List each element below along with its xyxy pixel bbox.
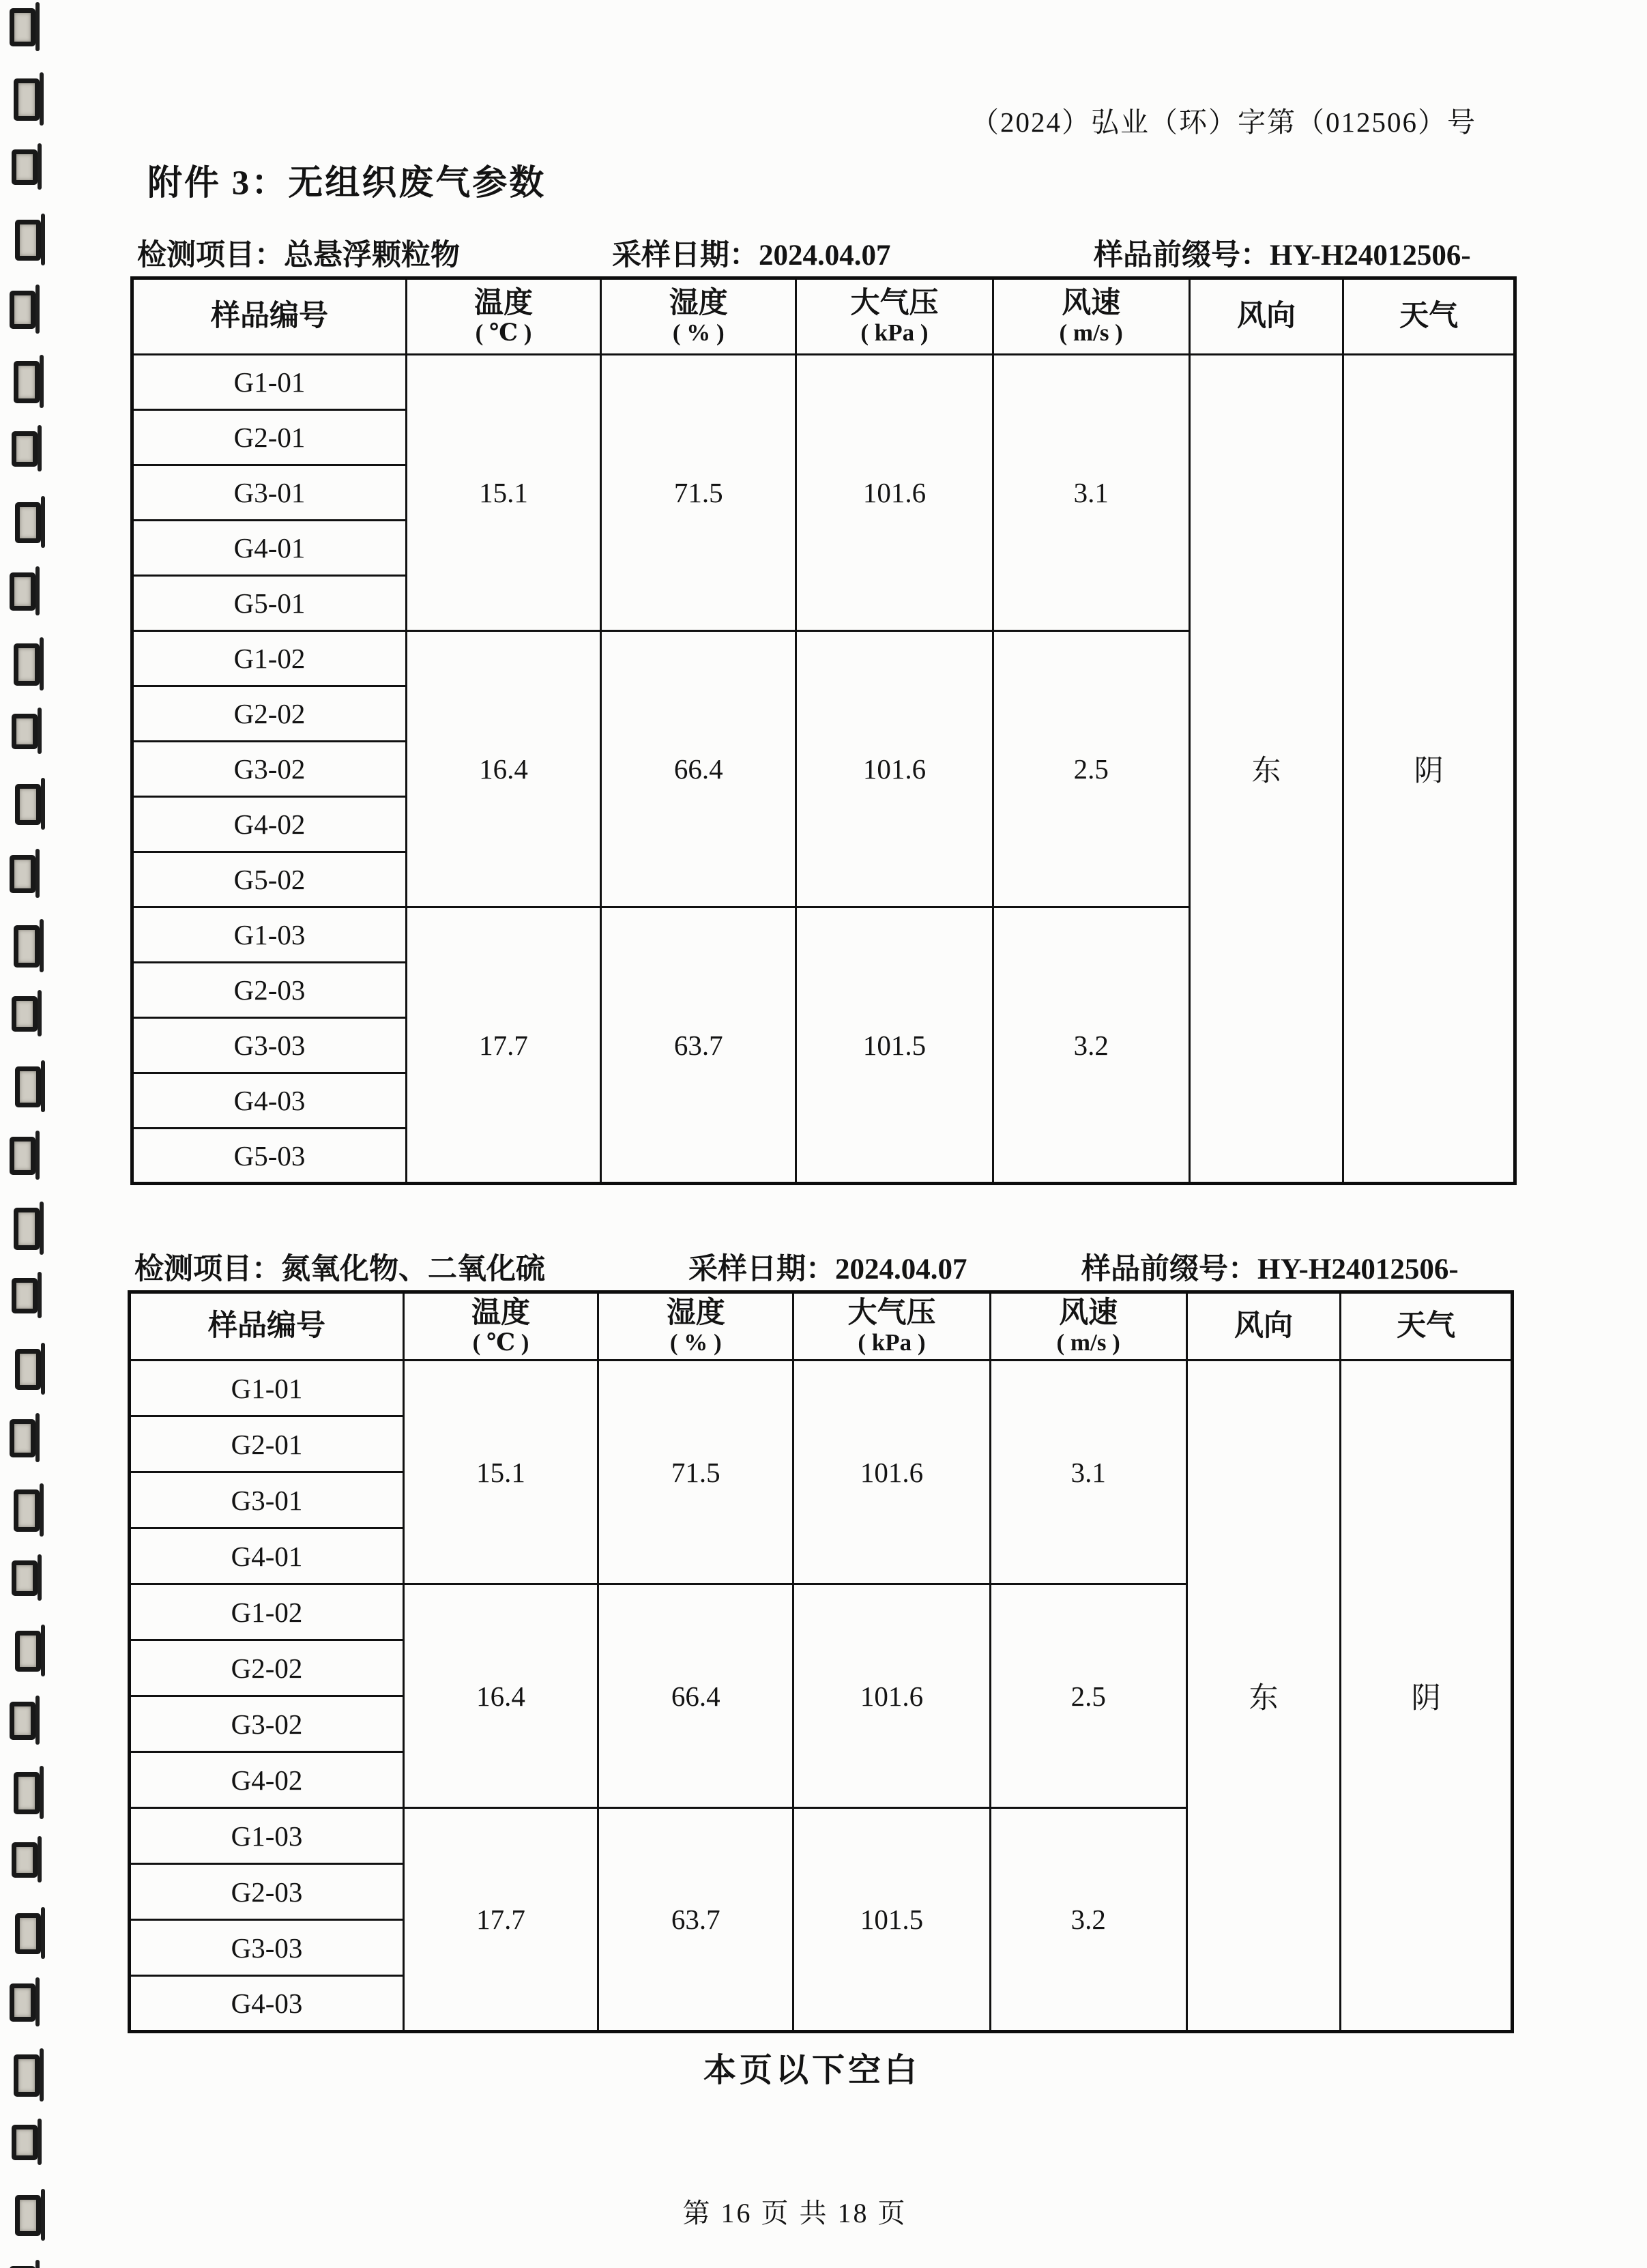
- binding-wire: [41, 214, 45, 265]
- sample-id-cell: G3-02: [132, 742, 407, 797]
- binding-wire: [35, 566, 40, 615]
- sample-id-cell: G5-02: [132, 852, 407, 907]
- binding-hole: [14, 925, 40, 968]
- wind-speed-cell: 3.2: [993, 907, 1189, 1184]
- sample-row: [132, 355, 1515, 410]
- tsp-info-row: [130, 230, 1517, 274]
- temperature-cell: 15.1: [403, 1361, 598, 1584]
- binding-hole: [10, 1983, 35, 2022]
- binding-hole: [12, 996, 38, 1032]
- humidity-cell: 63.7: [601, 907, 796, 1184]
- binding-hole: [12, 1560, 38, 1596]
- binding-hole: [12, 431, 38, 467]
- weather-cell: 阴: [1343, 355, 1515, 1184]
- wind-speed-cell: 3.1: [993, 355, 1189, 631]
- col-header-sample-id: [130, 1292, 404, 1361]
- binding-hole: [15, 1631, 41, 1672]
- temperature-cell: 16.4: [406, 631, 600, 907]
- col-header-label: 天气: [1399, 300, 1459, 333]
- binding-wire: [35, 1413, 40, 1462]
- attachment-title: 附件 3：无组织废气参数: [147, 164, 546, 203]
- col-header-wind-speed: [993, 278, 1189, 355]
- binding-hole: [15, 220, 41, 261]
- table-header-row: [130, 1292, 1513, 1361]
- pressure-cell: 101.6: [796, 355, 993, 631]
- sample-id-cell: G2-02: [130, 1640, 404, 1696]
- binding-hole: [12, 1278, 38, 1313]
- col-header-label: 风速: [1059, 1297, 1118, 1330]
- binding-hole: [15, 502, 41, 543]
- humidity-cell: 66.4: [598, 1584, 793, 1808]
- sample-id-cell: G1-02: [130, 1584, 404, 1640]
- sample-id-cell: G5-01: [132, 576, 407, 631]
- sample-id-cell: G2-03: [130, 1864, 404, 1920]
- sample-id-cell: G4-03: [130, 1976, 404, 2032]
- col-header-sample-id: [132, 278, 407, 355]
- col-header-unit: ( % ): [672, 319, 725, 347]
- binding-hole: [14, 1208, 40, 1250]
- binding-hole: [12, 149, 38, 185]
- sample-id-cell: G4-02: [132, 797, 407, 852]
- humidity-cell: 66.4: [601, 631, 796, 907]
- page-number-footer: 第 16 页 共 18 页: [682, 2198, 907, 2228]
- col-header-label: 湿度: [669, 287, 728, 320]
- col-header-label: 大气压: [850, 287, 939, 320]
- col-header-wind-direction: [1186, 1292, 1340, 1361]
- binding-wire: [35, 2, 40, 51]
- sample-id-cell: G4-01: [130, 1528, 404, 1584]
- col-header-weather: [1341, 1292, 1513, 1361]
- binding-wire: [40, 72, 44, 126]
- sample-prefix-label: 样品前缀号：HY-H24012506-: [1094, 239, 1471, 272]
- binding-wire: [41, 778, 45, 830]
- binding-wire: [35, 1131, 40, 1180]
- binding-hole: [10, 8, 35, 46]
- temperature-cell: 15.1: [406, 355, 600, 631]
- sample-id-cell: G1-02: [132, 631, 407, 686]
- col-header-wind-direction: [1189, 278, 1343, 355]
- col-header-label: 温度: [474, 287, 534, 320]
- wind-speed-cell: 2.5: [990, 1584, 1186, 1808]
- sample-id-cell: G3-01: [130, 1472, 404, 1528]
- binding-hole: [12, 2125, 38, 2160]
- binding-wire: [38, 1836, 42, 1882]
- binding-wire: [38, 708, 42, 754]
- pressure-cell: 101.5: [796, 907, 993, 1184]
- binding-wire: [40, 919, 44, 972]
- col-header-label: 湿度: [666, 1297, 725, 1330]
- col-header-humidity: [598, 1292, 793, 1361]
- pressure-cell: 101.6: [793, 1584, 990, 1808]
- binding-wire: [38, 1272, 42, 1318]
- nox-so2-section: [128, 1244, 1514, 2033]
- pressure-cell: 101.5: [793, 1808, 990, 2032]
- col-header-pressure: [793, 1292, 990, 1361]
- binding-hole: [15, 1349, 41, 1390]
- binding-hole: [10, 572, 35, 611]
- sample-id-cell: G2-03: [132, 963, 407, 1018]
- binding-strip: [0, 0, 55, 2268]
- col-header-label: 大气压: [847, 1297, 936, 1330]
- binding-wire: [41, 1625, 45, 1676]
- col-header-unit: ( kPa ): [860, 319, 929, 347]
- binding-hole: [12, 1842, 38, 1878]
- pressure-cell: 101.6: [793, 1361, 990, 1584]
- sample-id-cell: G2-01: [130, 1416, 404, 1472]
- wind-direction-cell: 东: [1189, 355, 1343, 1184]
- humidity-cell: 71.5: [601, 355, 796, 631]
- sample-id-cell: G4-02: [130, 1752, 404, 1808]
- document-number: （2024）弘业（环）字第（012506）号: [971, 106, 1476, 138]
- col-header-unit: ( m/s ): [1056, 1329, 1120, 1356]
- sample-id-cell: G1-03: [130, 1808, 404, 1864]
- col-header-wind-speed: [990, 1292, 1186, 1361]
- col-header-unit: ( kPa ): [858, 1329, 926, 1356]
- col-header-label: 风向: [1237, 300, 1296, 333]
- binding-wire: [35, 285, 40, 334]
- binding-hole: [14, 1772, 40, 1814]
- sample-id-cell: G3-01: [132, 465, 407, 521]
- binding-wire: [38, 425, 42, 471]
- col-header-temperature: [403, 1292, 598, 1361]
- temperature-cell: 17.7: [406, 907, 600, 1184]
- nox-so2-parameters-table: [128, 1290, 1514, 2033]
- binding-wire: [41, 1060, 45, 1112]
- binding-hole: [10, 1419, 35, 1457]
- col-header-label: 温度: [471, 1297, 531, 1330]
- wind-speed-cell: 2.5: [993, 631, 1189, 907]
- closing-note: 本页以下空白: [703, 2052, 920, 2089]
- col-header-label: 风速: [1062, 287, 1121, 320]
- wind-speed-cell: 3.1: [990, 1361, 1186, 1584]
- col-header-label: 风向: [1234, 1310, 1293, 1343]
- binding-hole: [10, 855, 35, 893]
- col-header-unit: ( ℃ ): [472, 1329, 529, 1356]
- temperature-cell: 16.4: [403, 1584, 598, 1808]
- sample-id-cell: G1-01: [132, 355, 407, 410]
- binding-hole: [10, 291, 35, 329]
- col-header-weather: [1343, 278, 1515, 355]
- col-header-pressure: [796, 278, 993, 355]
- binding-wire: [38, 1554, 42, 1601]
- col-header-unit: ( ℃ ): [475, 319, 532, 347]
- binding-hole: [14, 78, 40, 121]
- tsp-section: [130, 230, 1517, 1185]
- binding-hole: [14, 643, 40, 686]
- sample-prefix-label: 样品前缀号：HY-H24012506-: [1081, 1253, 1459, 1285]
- col-header-label: 样品编号: [207, 1310, 325, 1343]
- test-item-label: 检测项目：氮氧化物、二氧化硫: [134, 1253, 545, 1285]
- test-item-label: 检测项目：总悬浮颗粒物: [137, 239, 460, 272]
- col-header-label: 样品编号: [210, 300, 328, 333]
- sample-id-cell: G4-03: [132, 1073, 407, 1129]
- col-header-unit: ( m/s ): [1059, 319, 1123, 347]
- binding-hole: [15, 1913, 41, 1954]
- wind-direction-cell: 东: [1186, 1361, 1340, 2032]
- binding-hole: [14, 361, 40, 403]
- sampling-date-label: 采样日期：2024.04.07: [688, 1253, 967, 1285]
- sample-row: [130, 1361, 1513, 1416]
- sample-id-cell: G3-03: [130, 1920, 404, 1976]
- sample-id-cell: G3-02: [130, 1696, 404, 1752]
- col-header-unit: ( % ): [669, 1329, 722, 1356]
- binding-wire: [35, 849, 40, 898]
- binding-hole: [15, 1066, 41, 1107]
- binding-wire: [38, 990, 42, 1036]
- humidity-cell: 71.5: [598, 1361, 793, 1584]
- sample-id-cell: G4-01: [132, 521, 407, 576]
- binding-hole: [12, 714, 38, 749]
- sample-id-cell: G1-03: [132, 907, 407, 963]
- binding-hole: [15, 784, 41, 825]
- binding-wire: [40, 355, 44, 408]
- binding-wire: [38, 2119, 42, 2165]
- sample-id-cell: G2-01: [132, 410, 407, 465]
- sample-id-cell: G5-03: [132, 1129, 407, 1184]
- pressure-cell: 101.6: [796, 631, 993, 907]
- binding-wire: [41, 496, 45, 548]
- binding-wire: [41, 1343, 45, 1395]
- temperature-cell: 17.7: [403, 1808, 598, 2032]
- sampling-date-label: 采样日期：2024.04.07: [612, 239, 891, 272]
- humidity-cell: 63.7: [598, 1808, 793, 2032]
- binding-wire: [40, 637, 44, 690]
- binding-wire: [40, 1202, 44, 1255]
- col-header-label: 天气: [1397, 1310, 1456, 1343]
- sample-id-cell: G2-02: [132, 686, 407, 742]
- binding-wire: [35, 1696, 40, 1745]
- binding-wire: [38, 143, 42, 190]
- tsp-parameters-table: [130, 276, 1517, 1185]
- col-header-humidity: [601, 278, 796, 355]
- weather-cell: 阴: [1341, 1361, 1513, 2032]
- binding-wire: [41, 1907, 45, 1959]
- binding-hole: [10, 1137, 35, 1175]
- binding-hole: [10, 1702, 35, 1740]
- table-header-row: [132, 278, 1515, 355]
- binding-hole: [14, 1489, 40, 1532]
- sample-id-cell: G3-03: [132, 1018, 407, 1073]
- nox-so2-info-row: [128, 1244, 1514, 1288]
- wind-speed-cell: 3.2: [990, 1808, 1186, 2032]
- col-header-temperature: [406, 278, 600, 355]
- binding-wire: [40, 1483, 44, 1537]
- binding-wire: [40, 1766, 44, 1819]
- sample-id-cell: G1-01: [130, 1361, 404, 1416]
- binding-wire: [35, 1977, 40, 2026]
- binding-wire: [35, 2260, 40, 2268]
